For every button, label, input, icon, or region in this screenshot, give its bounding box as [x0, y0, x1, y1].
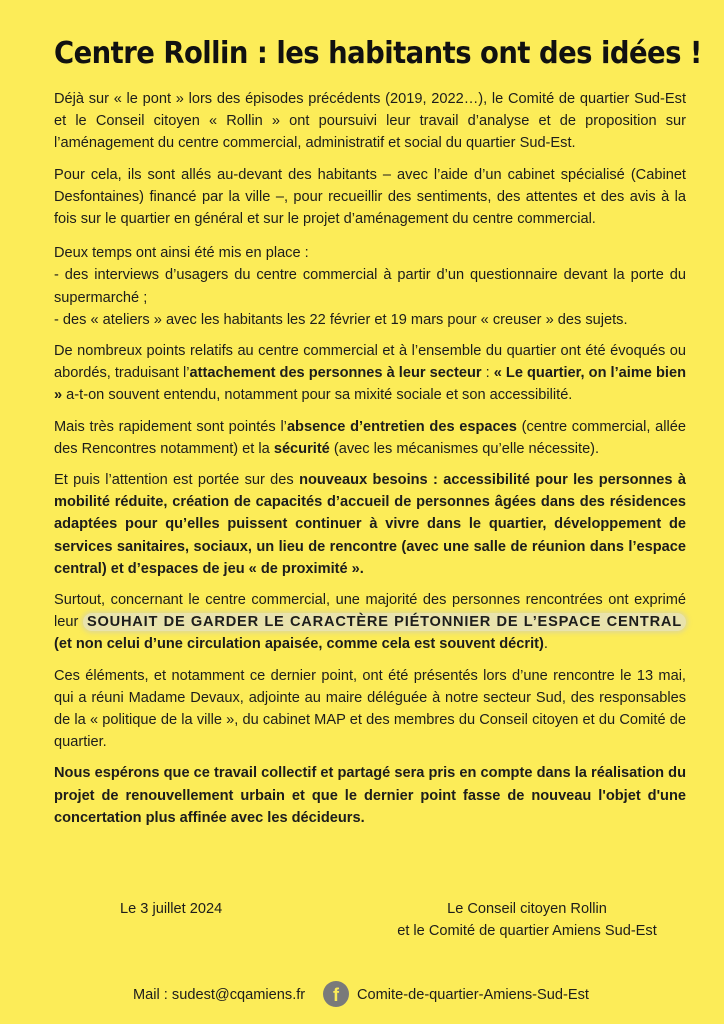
signatories [388, 898, 666, 942]
emphasis-needs: nouveaux besoins : accessibilité pour les personnes à mobilité réduite, création de capacités d’accueil de personnes âgées dans des résidences adaptées pour qu’elles puissent continuer à vivre dans le quartier, développement de services sanitaires, sociaux, un lieu de rencontre (avec une salle de réunion dans l’espace central) et d’espaces de jeu « de proximité ». [54, 472, 686, 577]
page-title: Centre Rollin : les habitants ont des idées ! [54, 36, 702, 71]
paragraph-method: Pour cela, ils sont allés au-devant des habitants – avec l’aide d’un cabinet spécialisé (Cabinet Desfontaines) financé par la ville –, pour recueillir des sentiments, des attentes et des avis à la fois sur le quartier en général et sur le projet d’aménagement du centre commercial. [54, 166, 686, 228]
emphasis-maintenance: absence d’entretien des espaces [286, 418, 517, 435]
emphasis-quote: « Le quartier, on l’aime bien » [54, 365, 686, 404]
text-run: Surtout, concernant le centre commercial, une majorité des personnes rencontrées ont exprimé leur [54, 592, 686, 631]
steps-intro: Deux temps ont ainsi été mis en place : [54, 245, 309, 262]
text-run: Et puis l’attention est portée sur des [54, 472, 300, 489]
emphasis-not-traffic: (et non celui d’une circulation apaisée, comme cela est souvent décrit) [54, 636, 544, 653]
steps-item-interviews: - des interviews d’usagers du centre commercial à partir d’un questionnaire devant la porte du supermarché ; [54, 267, 686, 306]
paragraph-conclusion [54, 762, 686, 829]
paragraph-issues [54, 416, 686, 460]
facebook-icon: f [323, 981, 349, 1007]
emphasis-attachment: attachement des personnes à leur secteur [189, 365, 482, 382]
paragraph-attachment [54, 340, 686, 407]
facebook-page-name[interactable]: Comite-de-quartier-Amiens-Sud-Est [357, 987, 589, 1003]
paragraph-intro: Déjà sur « le pont » lors des épisodes précédents (2019, 2022…), le Comité de quartier Sud-Est et le Conseil citoyen « Rollin » ont poursuivi leur travail d’analyse et de proposition sur l’aménagement du centre commercial, administratif et social du quartier Sud-Est. [54, 91, 686, 152]
signatory-conseil: Le Conseil citoyen Rollin [447, 901, 607, 917]
text-run: (avec les mécanismes qu’elle nécessite). [329, 440, 600, 457]
mail-contact[interactable]: Mail : sudest@cqamiens.fr [133, 987, 306, 1003]
text-run: a-t-on souvent entendu, notamment pour sa mixité sociale et son accessibilité. [62, 387, 573, 404]
highlight-pedestrian-wish: SOUHAIT DE GARDER LE CARACTÈRE PIÉTONNIER DE L’ESPACE CENTRAL [83, 613, 686, 631]
emphasis-security: sécurité [273, 440, 330, 457]
text-run: . [543, 636, 548, 653]
text-run: De nombreux points relatifs au centre commercial et à l’ensemble du quartier ont été évoqués ou abordés, traduisant l’ [54, 343, 686, 382]
article-body [54, 88, 686, 829]
steps-item-workshops: - des « ateliers » avec les habitants les 22 février et 19 mars pour « creuser » des sujets. [54, 311, 628, 328]
text-run: : [481, 365, 494, 382]
date-line: Le 3 juillet 2024 [120, 901, 223, 917]
paragraph-meeting: Ces éléments, et notamment ce dernier point, ont été présentés lors d’une rencontre le 13 mai, qui a réuni Madame Devaux, adjointe au maire déléguée à notre secteur Sud, des responsables de la « politique de la ville », du cabinet MAP et des membres du Conseil citoyen et du Comité de quartier. [54, 667, 686, 751]
paragraph-wish [54, 589, 686, 656]
emphasis-conclusion: Nous espérons que ce travail collectif et partagé sera pris en compte dans la réalisation du projet de renouvellement urbain et que le dernier point fasse de nouveau l'objet d'une concertation plus affinée avec les décideurs. [54, 765, 686, 826]
text-run: Mais très rapidement sont pointés l’ [54, 418, 287, 435]
paragraph-steps [54, 242, 686, 331]
signatory-comite: et le Comité de quartier Amiens Sud-Est [397, 923, 657, 939]
text-run: (centre commercial, allée des Rencontres notamment) et la [54, 418, 687, 457]
paragraph-needs [54, 469, 686, 580]
